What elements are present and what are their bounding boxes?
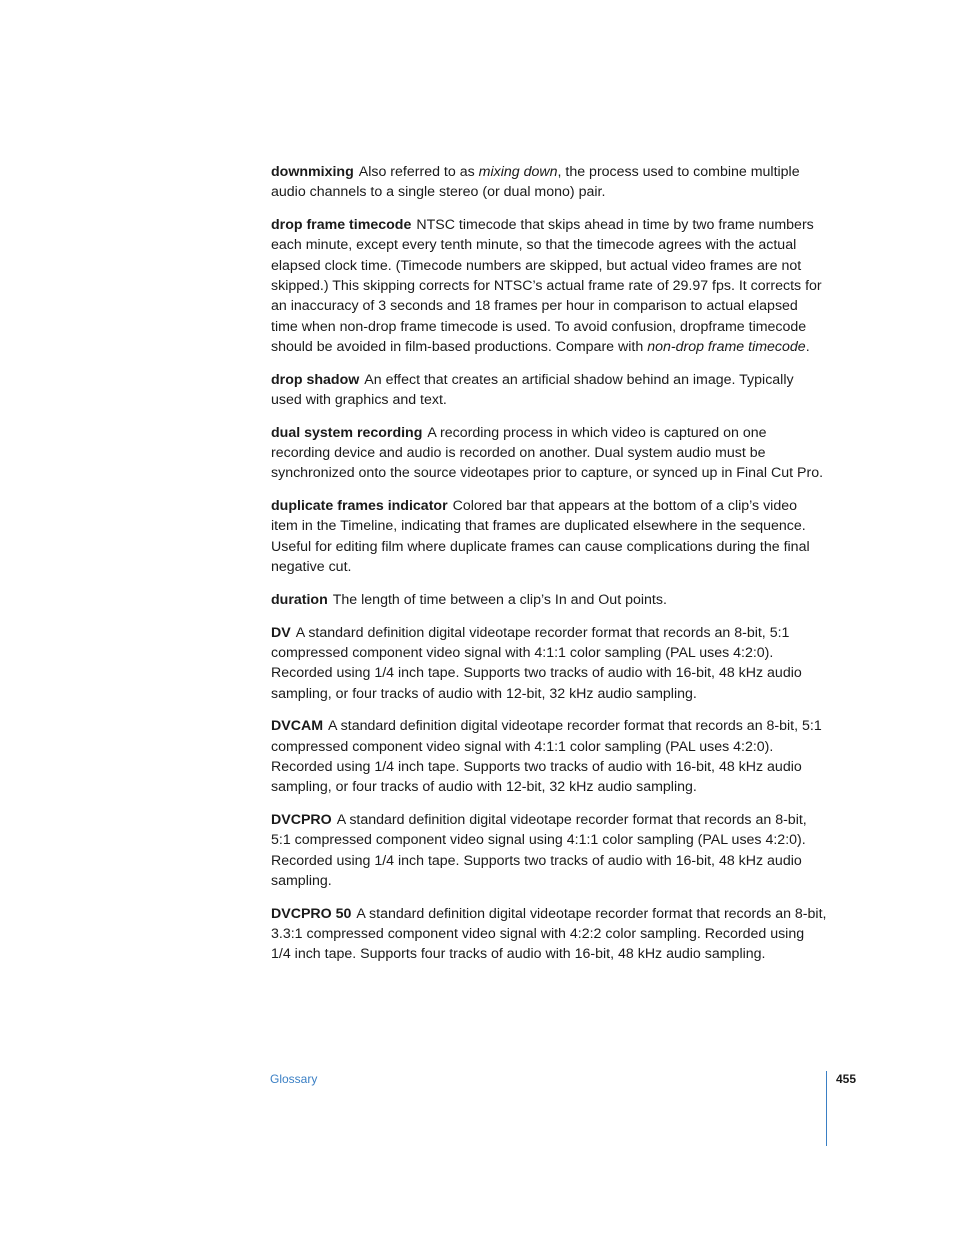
glossary-term: duration: [271, 591, 328, 608]
glossary-term: dual system recording: [271, 424, 423, 441]
glossary-term: DVCPRO: [271, 812, 332, 829]
glossary-entries: [271, 162, 827, 977]
definition-text: An effect that creates an artificial shadow behind an image. Typically used with graphics and text.: [271, 371, 794, 408]
page-number: 455: [836, 1072, 857, 1086]
glossary-term: drop shadow: [271, 371, 360, 388]
glossary-term: DVCPRO 50: [271, 905, 352, 922]
definition-text: The length of time between a clip’s In and Out points.: [332, 591, 667, 608]
glossary-term: drop frame timecode: [271, 217, 412, 234]
glossary-entry: [271, 590, 827, 610]
glossary-entry: [271, 496, 827, 577]
glossary-term: duplicate frames indicator: [271, 498, 448, 515]
definition-text: Colored bar that appears at the bottom of a clip’s video item in the Timeline, indicating that frames are duplicated elsewhere in the sequence. Useful for editing film where duplicate frames can cause complications during the final negative cut.: [271, 498, 810, 576]
definition-text: Also referred to as: [358, 164, 479, 180]
definition-text: , the process used to combine multiple audio channels to a single stereo (or dual mono) pair.: [271, 164, 800, 201]
glossary-entry: [271, 810, 827, 891]
glossary-entry: [271, 423, 827, 484]
glossary-entry: [271, 370, 827, 411]
glossary-entry: [271, 623, 827, 704]
glossary-term: DVCAM: [271, 718, 324, 735]
definition-text: .: [805, 338, 810, 355]
cross-reference-text: non-drop frame timecode: [647, 338, 806, 355]
definition-text: A standard definition digital videotape recorder format that records an 8-bit, 5:1 compressed component video signal with 4:1:1 color sampling (PAL uses 4:2:0). Recorded using 1/4 inch tape. Supports two tracks of audio with 16-bit, 48 kHz audio sampling, or four tracks of audio with 12-bit, 32 kHz audio sampling.: [271, 718, 822, 796]
glossary-entry: [271, 215, 827, 357]
glossary-term: DV: [271, 624, 291, 641]
definition-text: A standard definition digital videotape recorder format that records an 8-bit, 5:1 compressed component video signal using 4:1:1 color sampling (PAL uses 4:2:0). Recorded using 1/4 inch tape. Supports two tracks of audio with 16-bit, 48 kHz audio sampling.: [271, 812, 807, 889]
glossary-entry: [271, 162, 827, 203]
definition-text: A standard definition digital videotape recorder format that records an 8-bit, 3.3:1 compressed component video signal with 4:2:2 color sampling. Recorded using 1/4 inch tape. Supports four tracks of audio with 16-bit, 48 kHz audio sampling.: [271, 905, 827, 963]
footer-divider: [826, 1071, 827, 1146]
entries-list: [271, 162, 827, 965]
definition-text: A recording process in which video is captured on one recording device and audio is recorded on another. Dual system audio must be synchronized onto the source videotapes prior to capture, or synced up in Final Cut Pro.: [271, 424, 824, 482]
glossary-entry: [271, 716, 827, 797]
glossary-entry: [271, 904, 827, 965]
footer-section-label: Glossary: [270, 1072, 318, 1086]
definition-text: A standard definition digital videotape recorder format that records an 8-bit, 5:1 compressed component video signal with 4:1:1 color sampling (PAL uses 4:2:0). Recorded using 1/4 inch tape. Supports two tracks of audio with 16-bit, 48 kHz audio sampling, or four tracks of audio with 12-bit, 32 kHz audio sampling.: [271, 624, 802, 702]
definition-text: NTSC timecode that skips ahead in time by two frame numbers each minute, except every tenth minute, so that the timecode agrees with the actual elapsed clock time. (Timecode numbers are skipped, but actual video frames are not skipped.) This skipping corrects for NTSC’s actual frame rate of 29.97 fps. It corrects for an inaccuracy of 3 seconds and 18 frames per hour in comparison to actual elapsed time when non-drop frame timecode is used. To avoid confusion, dropframe timecode should be avoided in film-based productions. Compare with: [271, 217, 822, 355]
glossary-term: downmixing: [271, 164, 354, 180]
cross-reference-text: mixing down: [478, 164, 558, 180]
